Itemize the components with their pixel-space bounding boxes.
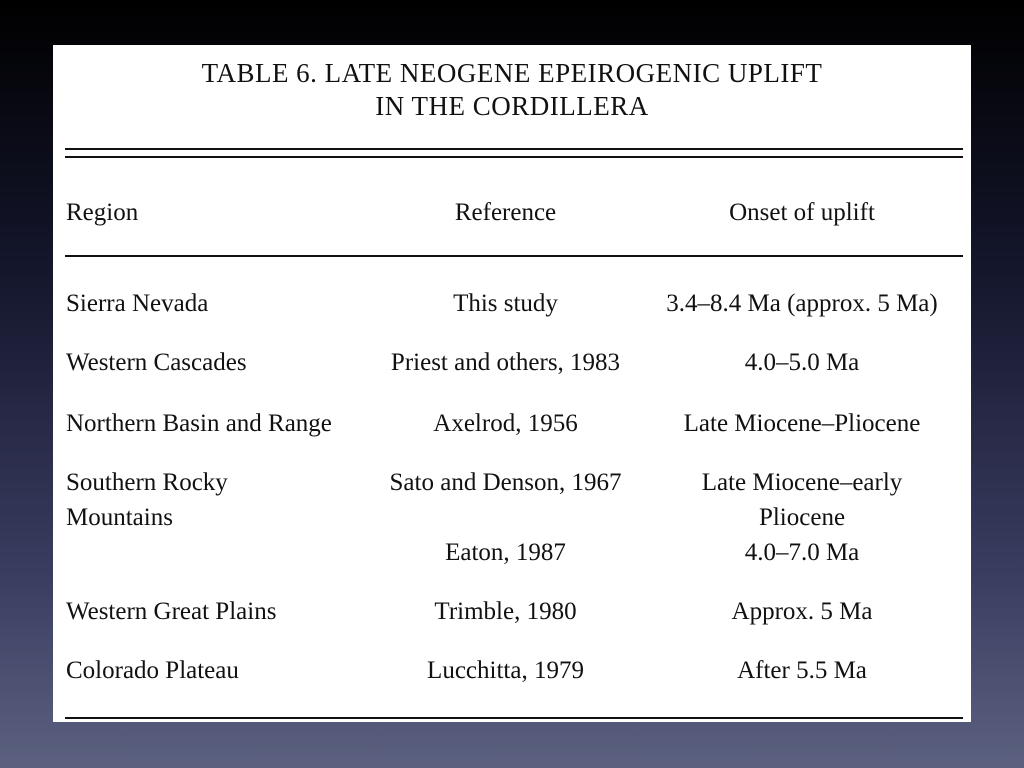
header-reference: Reference bbox=[454, 199, 557, 226]
row-reference: Priest and others, 1983 bbox=[390, 349, 621, 376]
header-rule bbox=[65, 255, 963, 257]
row-onset: Approx. 5 Ma bbox=[731, 598, 873, 625]
row-reference: Axelrod, 1956 bbox=[433, 410, 578, 437]
top-rule-1 bbox=[65, 148, 963, 150]
row-region: Southern Rocky bbox=[66, 469, 228, 496]
row-region: Colorado Plateau bbox=[66, 657, 239, 684]
table-title-line-1: TABLE 6. LATE NEOGENE EPEIROGENIC UPLIFT bbox=[201, 58, 823, 88]
row-region: Western Cascades bbox=[66, 349, 247, 376]
row-onset: Late Miocene–early bbox=[701, 469, 903, 496]
row-reference: Eaton, 1987 bbox=[445, 539, 566, 566]
row-onset: 3.4–8.4 Ma (approx. 5 Ma) bbox=[666, 290, 938, 317]
row-region: Western Great Plains bbox=[66, 598, 277, 625]
row-region: Northern Basin and Range bbox=[66, 410, 332, 437]
table-card bbox=[53, 45, 971, 722]
row-region-continued: Mountains bbox=[66, 504, 173, 531]
header-region: Region bbox=[66, 199, 139, 226]
table-title-line-2: IN THE CORDILLERA bbox=[375, 91, 649, 121]
row-reference: Trimble, 1980 bbox=[434, 598, 577, 625]
bottom-rule bbox=[65, 717, 963, 719]
row-region: Sierra Nevada bbox=[66, 290, 209, 317]
table-title bbox=[53, 57, 971, 123]
row-onset: 4.0–5.0 Ma bbox=[744, 349, 860, 376]
row-onset: Late Miocene–Pliocene bbox=[683, 410, 921, 437]
row-onset: After 5.5 Ma bbox=[737, 657, 867, 684]
header-onset: Onset of uplift bbox=[729, 199, 875, 226]
top-rule-2 bbox=[65, 156, 963, 158]
row-reference: This study bbox=[453, 290, 558, 317]
row-reference: Sato and Denson, 1967 bbox=[389, 469, 622, 496]
row-onset-continued: Pliocene bbox=[758, 504, 846, 531]
row-onset: 4.0–7.0 Ma bbox=[744, 539, 860, 566]
row-reference: Lucchitta, 1979 bbox=[427, 657, 584, 684]
